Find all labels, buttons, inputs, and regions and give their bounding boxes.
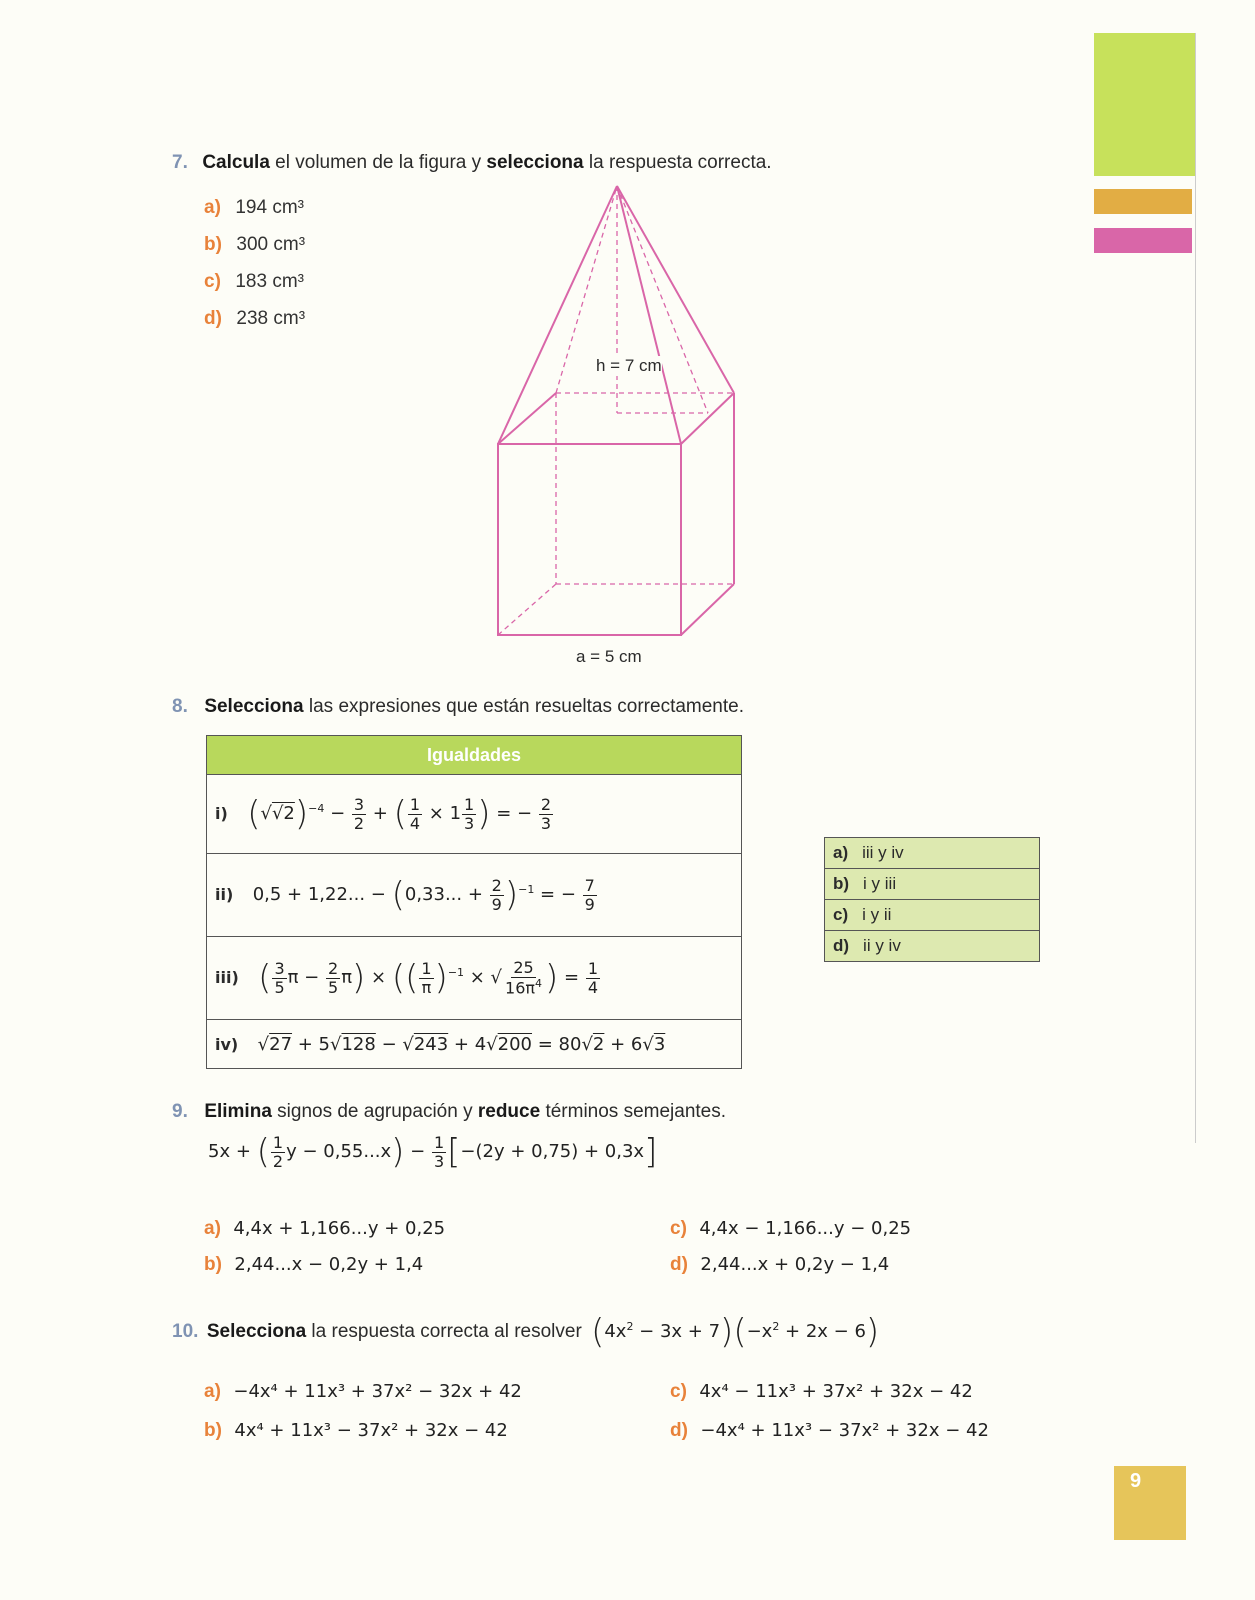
q9-option-a[interactable]: a) 4,4x + 1,166...y + 0,25	[204, 1218, 446, 1239]
q7-options	[204, 197, 305, 345]
prism-pyramid-figure	[480, 180, 760, 680]
side-tab-green	[1094, 33, 1195, 176]
question-7	[172, 152, 792, 174]
q10-option-d[interactable]: d) −4x⁴ + 11x³ − 37x² + 32x − 42	[670, 1420, 989, 1441]
table-row: iii) ( $\frac{3}{5}$ π − $\frac{2}{5}$ π) × (( $\frac{1}{\pi}$ )$^{-1}$ × √ $\frac{25}{16\pi^4}$ ) = $\frac{1}{4}$	[207, 937, 742, 1020]
question-9	[172, 1101, 792, 1123]
question-10	[172, 1312, 880, 1352]
table-row: iv) √27 + 5√128 − √243 + 4√200 = 80√2 + 6√3	[207, 1020, 742, 1069]
q9-option-d[interactable]: d) 2,44...x + 0,2y − 1,4	[670, 1254, 890, 1275]
q10-option-b[interactable]: b) 4x⁴ + 11x³ − 37x² + 32x − 42	[204, 1420, 508, 1441]
option-b[interactable]: b) i y iii	[825, 869, 1040, 900]
option-d[interactable]: d) ii y iv	[825, 931, 1040, 962]
q10-option-a[interactable]: a) −4x⁴ + 11x³ + 37x² − 32x + 42	[204, 1381, 522, 1402]
question-number: 9.	[172, 1101, 188, 1122]
question-text: Elimina signos de agrupación y reduce términos semejantes.	[204, 1101, 727, 1122]
question-8	[172, 696, 792, 718]
option-c[interactable]: c) 183 cm³	[204, 271, 304, 292]
table-row: i) $(√√2)^{-4}$ − $\frac{3}{2}$ + ( $\frac{1}{4}$ × 1 $\frac{1}{3}$ ) = − $\frac{2}{3}$	[207, 775, 742, 854]
question-number: 10.	[172, 1321, 199, 1342]
question-text: Selecciona las expresiones que están resueltas correctamente.	[204, 696, 744, 717]
q9-option-c[interactable]: c) 4,4x − 1,166...y − 0,25	[670, 1218, 912, 1239]
option-c[interactable]: c) i y ii	[825, 900, 1040, 931]
q8-answer-table	[824, 837, 1040, 962]
page-number: 9	[1130, 1470, 1142, 1492]
question-text: Selecciona la respuesta correcta al resolver	[206, 1321, 582, 1342]
side-tab-orange	[1094, 189, 1192, 214]
option-a[interactable]: a) 194 cm³	[204, 197, 304, 218]
question-number: 7.	[172, 152, 188, 173]
q9-expression: 5x + ( $\frac{1}{2}$ y − 0,55...x) − $\frac{1}{3}$ [−(2y + 0,75) + 0,3x]	[208, 1132, 658, 1172]
question-number: 8.	[172, 696, 188, 717]
q10-option-c[interactable]: c) 4x⁴ − 11x³ + 37x² + 32x − 42	[670, 1381, 973, 1402]
option-d[interactable]: d) 238 cm³	[204, 308, 306, 329]
table-header: Igualdades	[207, 736, 742, 775]
side-tab-pink	[1094, 228, 1192, 253]
side-label: a = 5 cm	[576, 647, 642, 666]
table-row: ii) 0,5 + 1,22... − (0,33... + $\frac{2}{9}$ )$^{-1}$ = − $\frac{7}{9}$	[207, 854, 742, 937]
option-a[interactable]: a) iii y iv	[825, 838, 1040, 869]
q10-expression: $(4x^2 - 3x + 7)(-x^2 + 2x - 6)$	[591, 1312, 880, 1352]
height-label: h = 7 cm	[596, 356, 662, 375]
page-number-box	[1114, 1466, 1186, 1540]
equalities-table	[206, 735, 742, 1069]
question-text: Calcula el volumen de la figura y selecciona la respuesta correcta.	[202, 152, 772, 173]
q9-option-b[interactable]: b) 2,44...x − 0,2y + 1,4	[204, 1254, 424, 1275]
page-edge-line	[1195, 33, 1196, 1143]
option-b[interactable]: b) 300 cm³	[204, 234, 306, 255]
